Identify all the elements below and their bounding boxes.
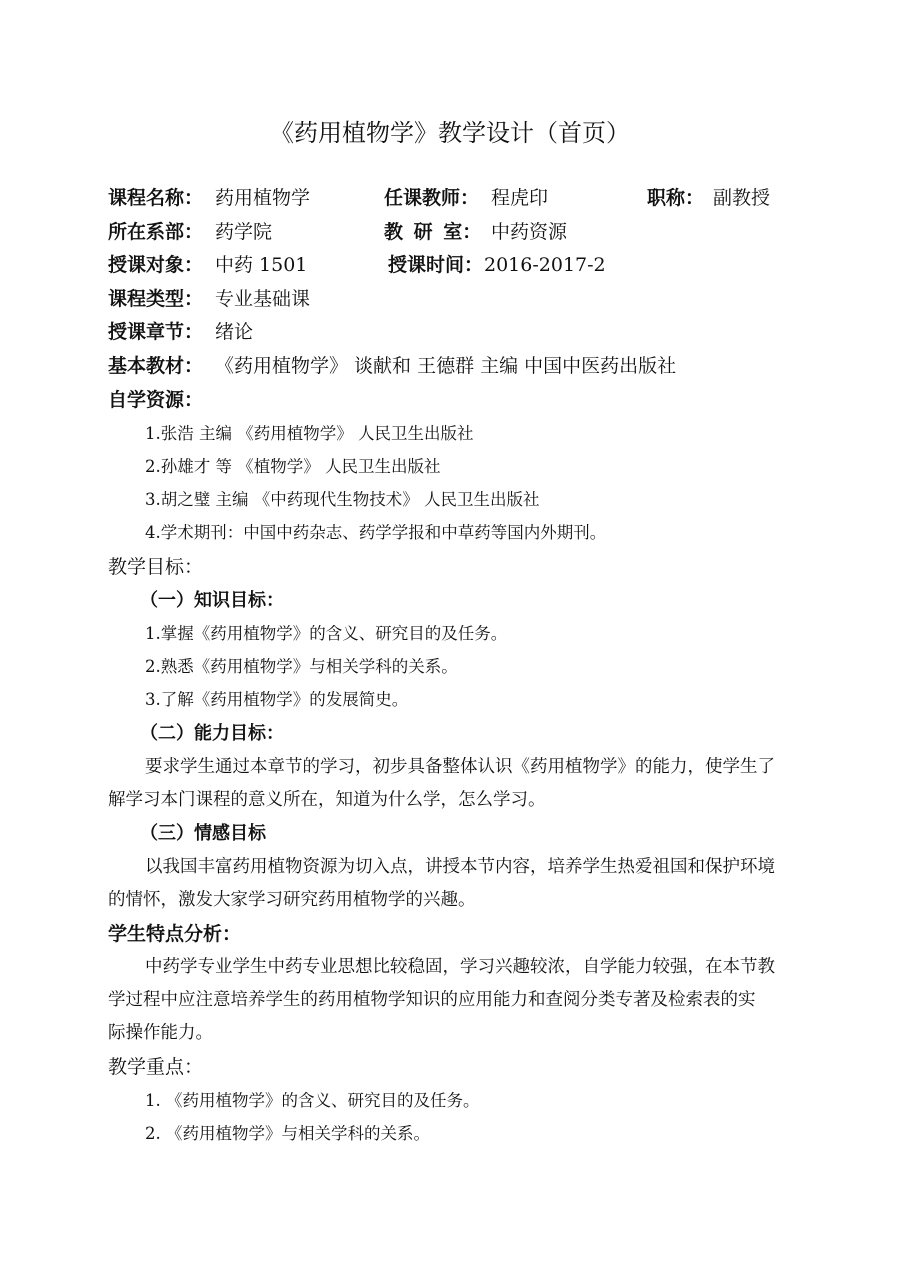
ability-goal-heading: （二）能力目标： — [140, 723, 284, 744]
students-text: 中药学专业学生中药专业思想比较稳固，学习兴趣较浓，自学能力较强，在本节教 — [145, 957, 775, 977]
type-label: 课程类型： — [108, 288, 204, 310]
resource-item: 1.张浩 主编 《药用植物学》 人民卫生出版社 — [145, 424, 474, 443]
knowledge-goal-item: 2.熟悉《药用植物学》与相关学科的关系。 — [145, 657, 458, 676]
document-title: 《药用植物学》教学设计（首页） — [270, 119, 630, 147]
dept-value: 药学院 — [215, 221, 273, 243]
course-name-value: 药用植物学 — [215, 187, 311, 209]
students-text: 际操作能力。 — [108, 1023, 213, 1043]
chapter-label: 授课章节： — [108, 321, 204, 343]
teacher-label: 任课教师： — [384, 187, 480, 209]
ability-goal-text: 解学习本门课程的意义所在，知道为什么学，怎么学习。 — [108, 790, 546, 810]
resource-item: 3.胡之璧 主编 《中药现代生物技术》 人民卫生出版社 — [145, 490, 540, 509]
time-label: 授课时间： — [388, 254, 484, 276]
emotion-goal-text: 以我国丰富药用植物资源为切入点，讲授本节内容，培养学生热爱祖国和保护环境 — [145, 857, 775, 877]
chapter-value: 绪论 — [215, 321, 254, 343]
ability-goal-text: 要求学生通过本章节的学习，初步具备整体认识《药用植物学》的能力，使学生了 — [145, 757, 775, 777]
key-point-item: 2. 《药用植物学》与相关学科的关系。 — [145, 1124, 430, 1143]
textbook-label: 基本教材： — [108, 355, 204, 377]
rank-label: 职称： — [647, 187, 705, 209]
target-value: 中药 1501 — [215, 254, 308, 276]
resources-label: 自学资源： — [108, 389, 204, 411]
emotion-goal-text: 的情怀，激发大家学习研究药用植物学的兴趣。 — [108, 890, 476, 910]
key-points-label: 教学重点： — [108, 1056, 204, 1078]
knowledge-goal-item: 1.掌握《药用植物学》的含义、研究目的及任务。 — [145, 624, 508, 643]
type-value: 专业基础课 — [215, 288, 311, 310]
office-value: 中药资源 — [491, 221, 568, 243]
textbook-value: 《药用植物学》 谈献和 王德群 主编 中国中医药出版社 — [215, 355, 677, 377]
time-value: 2016-2017-2 — [484, 254, 606, 276]
rank-value: 副教授 — [713, 187, 771, 209]
knowledge-goal-heading: （一）知识目标： — [140, 590, 284, 611]
students-text: 学过程中应注意培养学生的药用植物学知识的应用能力和查阅分类专著及检索表的实 — [108, 990, 756, 1010]
goals-label: 教学目标： — [108, 556, 204, 578]
students-label: 学生特点分析： — [108, 923, 242, 945]
teacher-value: 程虎印 — [491, 187, 549, 209]
course-name-label: 课程名称： — [108, 187, 204, 209]
resource-item: 2.孙雄才 等 《植物学》 人民卫生出版社 — [145, 457, 441, 476]
resource-item: 4.学术期刊：中国中药杂志、药学学报和中草药等国内外期刊。 — [145, 523, 607, 542]
emotion-goal-heading: （三）情感目标 — [140, 823, 266, 844]
office-label: 教 研 室： — [384, 221, 482, 243]
knowledge-goal-item: 3.了解《药用植物学》的发展简史。 — [145, 690, 409, 709]
key-point-item: 1. 《药用植物学》的含义、研究目的及任务。 — [145, 1091, 480, 1110]
dept-label: 所在系部： — [108, 221, 204, 243]
target-label: 授课对象： — [108, 254, 204, 276]
